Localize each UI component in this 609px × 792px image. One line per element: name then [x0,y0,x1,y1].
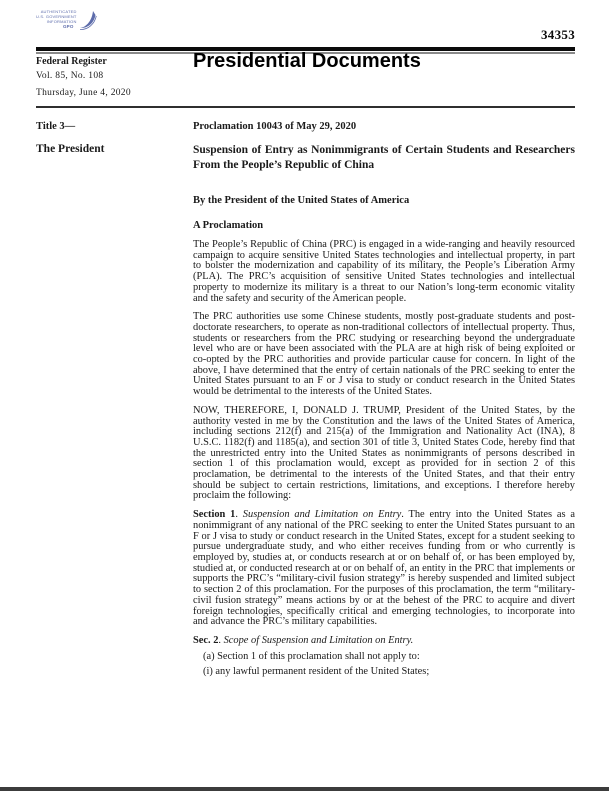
gpo-text-line2: U.S. GOVERNMENT [36,14,77,19]
section-2-item-i: (i) any lawful permanent resident of the United States; [203,666,430,678]
margin-column [36,121,193,683]
gpo-authentication-logo [36,9,98,32]
proclamation-subheading: A Proclamation [193,220,264,231]
proclamation-title: Suspension of Entry as Nonimmigrants of Certain Students and Researchers From the People’s Republic of China [193,144,575,171]
section-2-heading: Sec. 2. Scope of Suspension and Limitation on Entry. [193,634,414,646]
proclamation-heading: Proclamation 10043 of May 29, 2020 [193,121,357,132]
gpo-text-line3: INFORMATION [46,19,77,24]
page-content [36,121,575,683]
journal-date: Thursday, June 4, 2020 [36,88,131,98]
byline: By the President of the United States of America [193,195,410,206]
journal-volume: Vol. 85, No. 108 [36,71,104,81]
title3-label: Title 3— [36,121,76,132]
proclamation-body [193,240,575,678]
masthead-bottom-rule [36,106,575,108]
gpo-authentication-text [36,9,77,29]
page-bottom-bar [0,787,609,792]
gpo-eagle-icon [78,9,98,32]
section-title: Presidential Documents [193,50,421,72]
gpo-text-gpo: GPO [62,24,74,29]
section-2-item-a: (a) Section 1 of this proclamation shall not apply to: [203,650,420,662]
section-1: Section 1. Suspension and Limitation on Entry. The entry into the United States as a nonimmigrant of any national of the PRC seeking to enter the United States pursuant to an F or J visa to study or conduct research in the United States, except for a student seeking to pursue undergraduate study, and who either receives funding from or who currently is employed by, studies at, or conducts research at or on behalf of, or has been employed by, studied at, or conducted research at or on behalf of, an entity in the PRC that implements or supports the PRC’s “military-civil fusion strategy” is hereby suspended and limited subject to section 2 of this proclamation. For the purposes of this proclamation, the term “military-civil fusion strategy” means actions by or at the behest of the PRC to acquire and divert foreign technologies, specifically critical and emerging technologies, to incorporate into and advance the PRC’s military capabilities. [193,509,576,628]
page-number: 34353 [541,27,575,42]
paragraph-1: The People’s Republic of China (PRC) is engaged in a wide-ranging and heavily resourced campaign to acquire sensitive United States technologies and intellectual property, in part to bolster the modernization and capability of its military, the People’s Liberation Army (PLA). The PRC’s acquisition of sensitive United States technologies and intellectual property to modernize its military is a threat to our Nation’s long-term economic vitality and the safety and security of the American people. [193,239,575,304]
journal-name: Federal Register [36,56,107,67]
body-column [193,121,575,683]
president-label: The President [36,143,105,155]
paragraph-2: The PRC authorities use some Chinese students, mostly post-graduate students and post-doctorate researchers, to operate as non-traditional collectors of intellectual property. Thus, students or researchers from the PRC studying or researching beyond the undergraduate level who are or have been associated with the PLA are at high risk of being exploited or co-opted by the PRC authorities and provide particular cause for concern. In light of the above, I have determined that the entry of certain nationals of the PRC seeking to enter the United States pursuant to an F or J visa to study or conduct research in the United States would be detrimental to the interests of the United States. [193,311,575,398]
gpo-text-line1: AUTHENTICATED [40,9,77,14]
paragraph-3: NOW, THEREFORE, I, DONALD J. TRUMP, President of the United States, by the authority vested in me by the Constitution and the laws of the United States of America, including sections 212(f) and 215(a) of the Immigration and Nationality Act (INA), 8 U.S.C. 1182(f) and 1185(a), and section 301 of title 3, United States Code, hereby find that the unrestricted entry into the United States as nonimmigrants of persons described in section 1 of this proclamation would, except as provided for in section 2 of this proclamation, be detrimental to the interests of the United States, and that their entry should be subject to certain restrictions, limitations, and exceptions. I therefore hereby proclaim the following: [193,404,575,502]
